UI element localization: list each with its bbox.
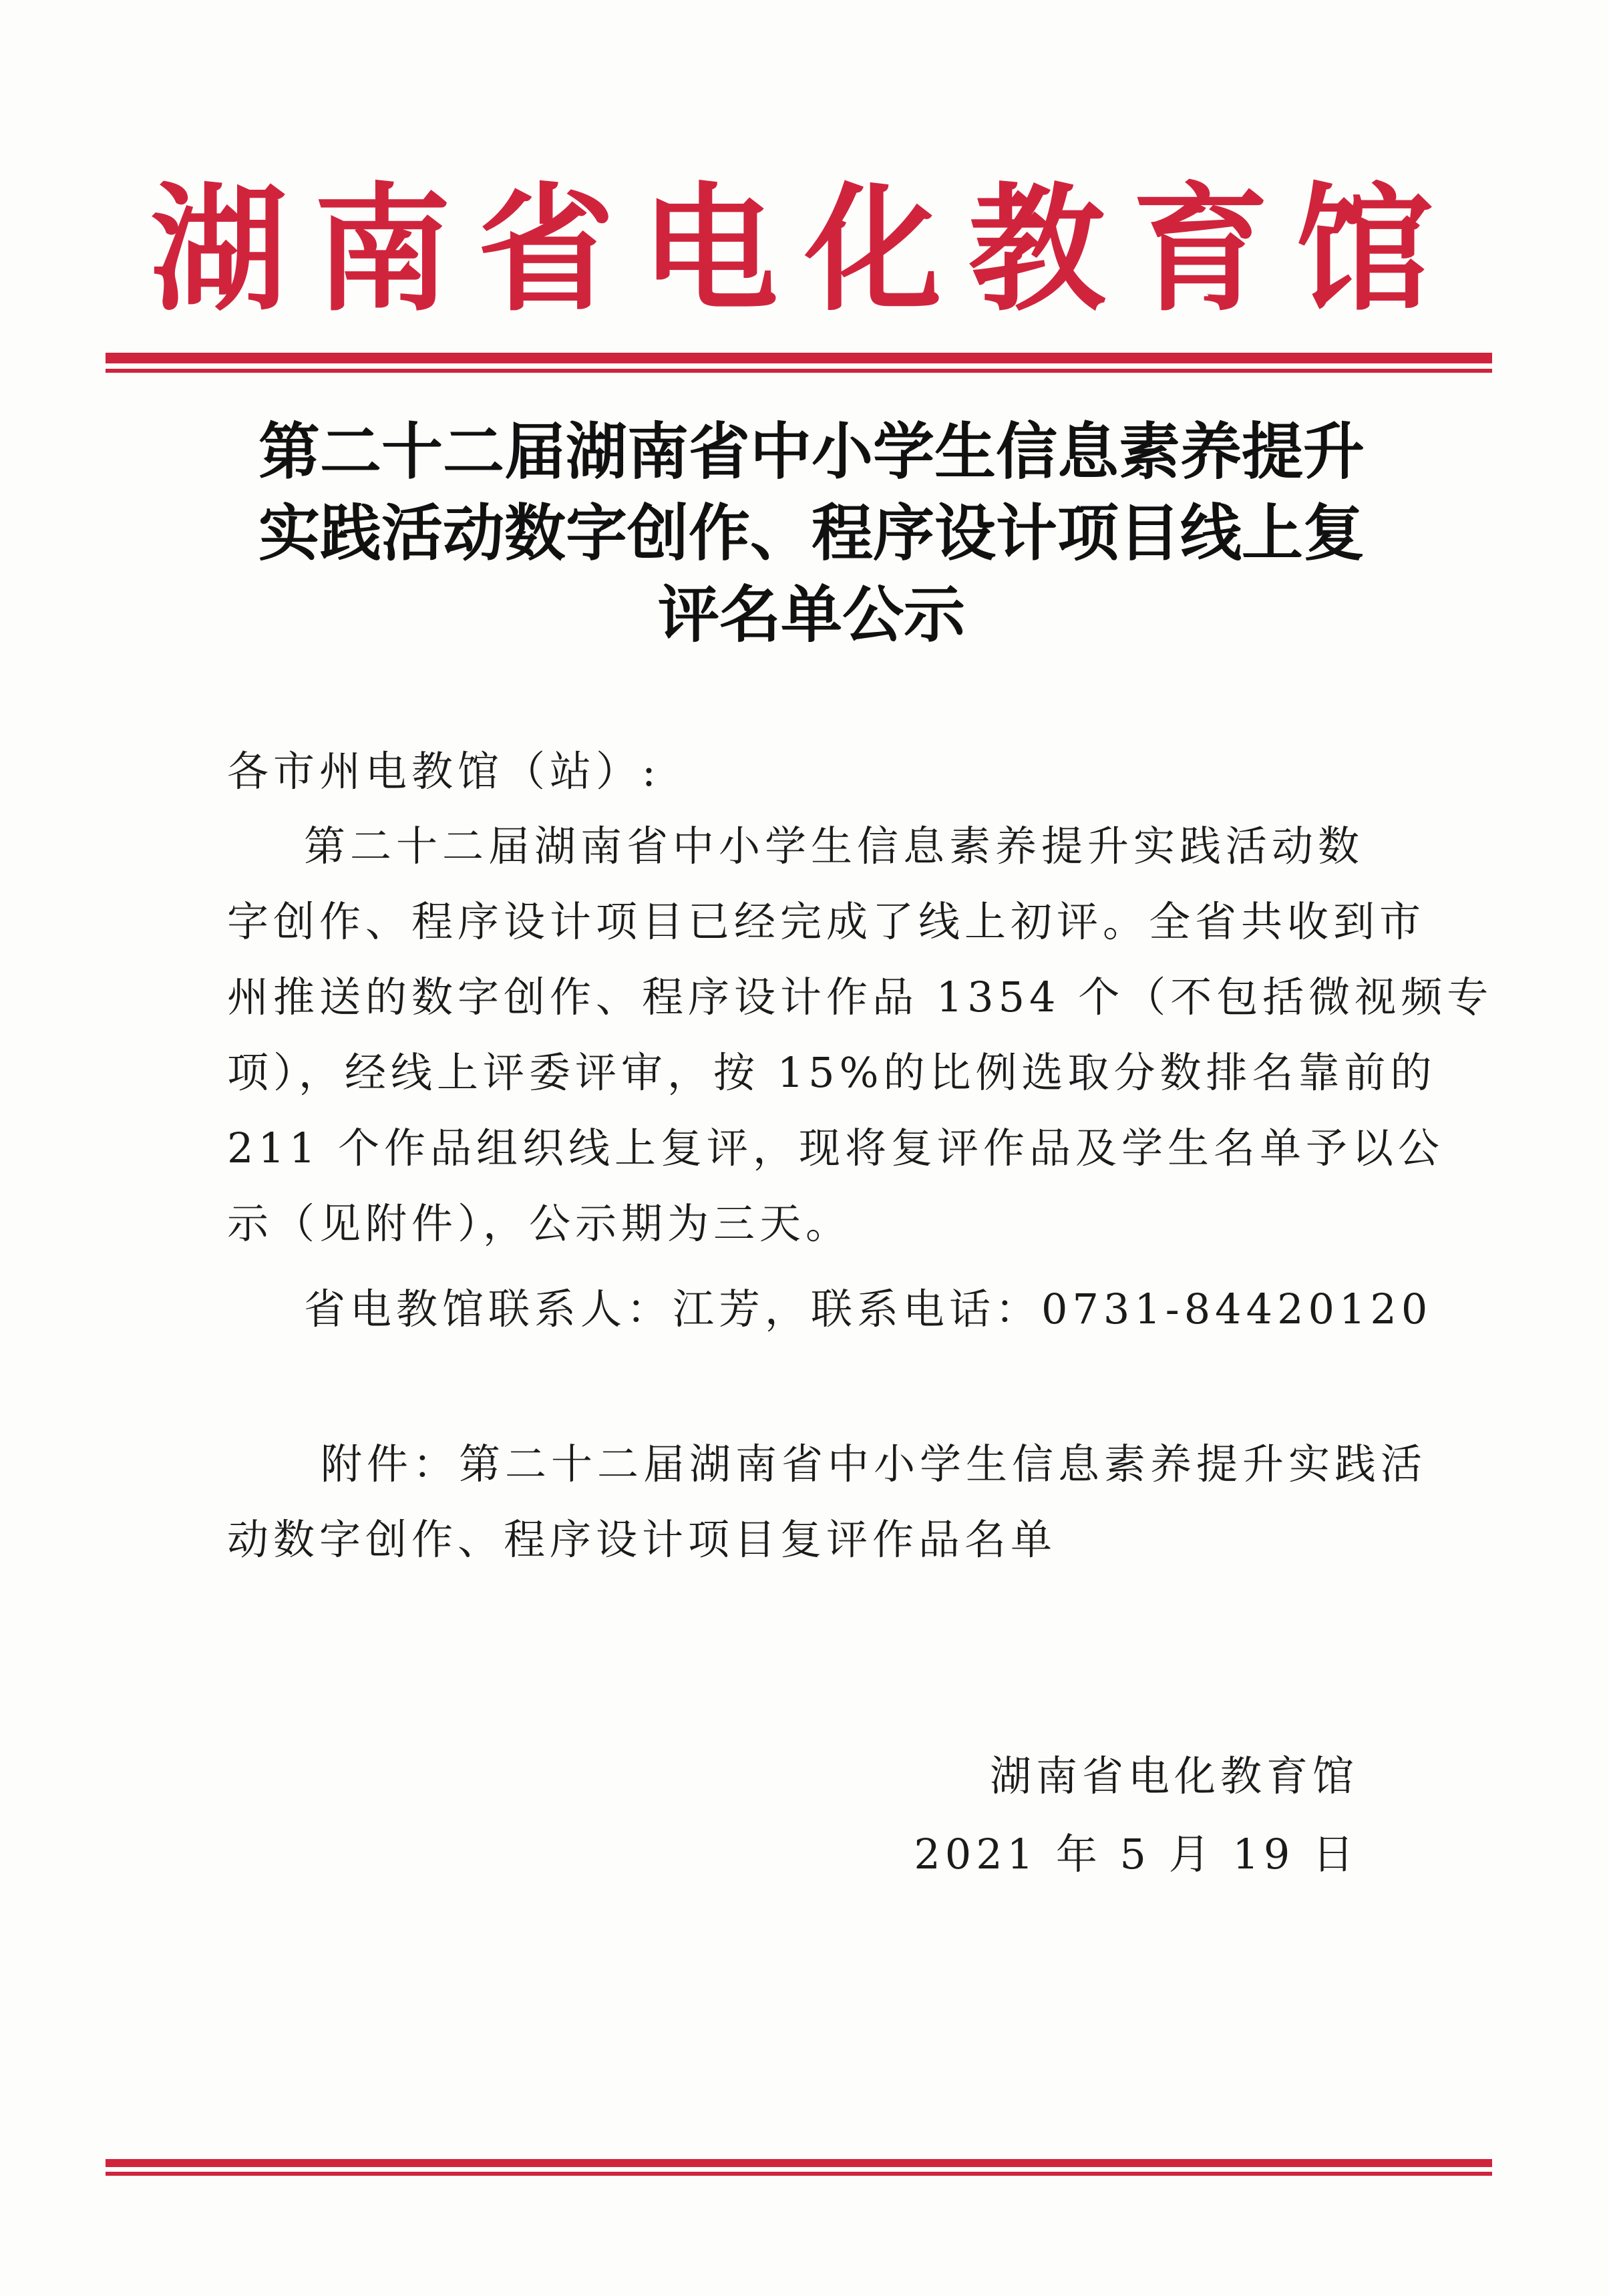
- footer-rule-thick: [106, 2159, 1492, 2167]
- contact-info: 省电教馆联系人：江芳，联系电话：0731-84420120: [304, 1285, 1433, 1333]
- masthead-rule-thin: [106, 369, 1492, 373]
- paragraph-line-1: 第二十二届湖南省中小学生信息素养提升实践活动数: [304, 822, 1365, 870]
- paragraph-line-4: 项），经线上评委评审，按 15%的比例选取分数排名靠前的: [227, 1048, 1437, 1097]
- signature-org: 湖南省电化教育馆: [989, 1752, 1359, 1800]
- paragraph-line-5: 211 个作品组织线上复评，现将复评作品及学生名单予以公: [227, 1124, 1445, 1172]
- signature-block: [914, 1737, 1359, 1893]
- footer-rule-thin: [106, 2172, 1492, 2176]
- masthead-rule-thick: [106, 353, 1492, 363]
- signature-date: 2021 年 5 月 19 日: [914, 1830, 1359, 1878]
- paragraph-line-2: 字创作、程序设计项目已经完成了线上初评。全省共收到市: [227, 897, 1426, 946]
- main-paragraph: [227, 808, 1493, 1261]
- paragraph-line-3: 州推送的数字创作、程序设计作品 1354 个（不包括微视频专: [227, 973, 1493, 1021]
- attachment-line-2: 动数字创作、程序设计项目复评作品名单: [227, 1515, 1057, 1564]
- attachment-line-1: 附件：第二十二届湖南省中小学生信息素养提升实践活: [321, 1440, 1427, 1488]
- title-line-1: 第二十二届湖南省中小学生信息素养提升: [258, 416, 1365, 488]
- document-title: [227, 411, 1396, 655]
- paragraph-line-6: 示（见附件），公示期为三天。: [227, 1199, 852, 1248]
- title-line-2: 实践活动数字创作、程序设计项目线上复: [258, 497, 1365, 569]
- salutation: 各市州电教馆（站）:: [227, 747, 661, 796]
- masthead-org-name: 湖南省电化教育馆: [150, 171, 1459, 330]
- title-line-3: 评名单公示: [657, 579, 965, 651]
- attachment-note: [227, 1426, 1427, 1577]
